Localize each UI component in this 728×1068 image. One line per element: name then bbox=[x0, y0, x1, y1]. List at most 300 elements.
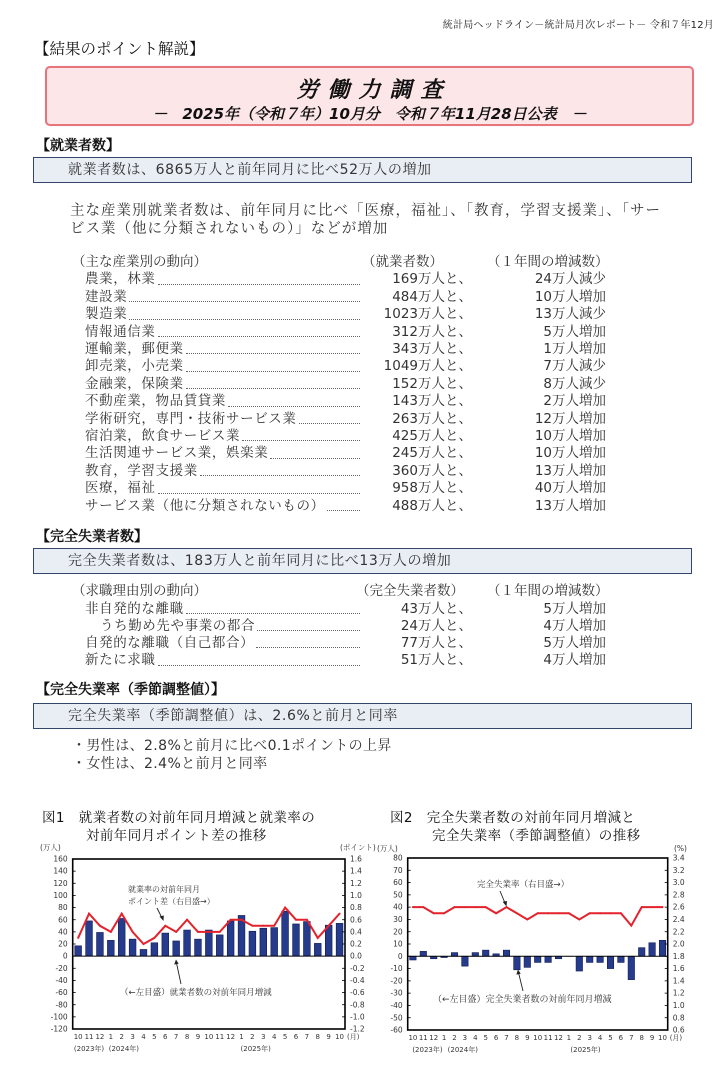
right-tick-label: 1.8 bbox=[672, 951, 685, 961]
right-tick-label: 2.6 bbox=[672, 902, 685, 912]
left-tick-label: 0 bbox=[62, 951, 68, 961]
line-point bbox=[433, 912, 435, 914]
line-point bbox=[589, 912, 591, 914]
bar bbox=[282, 911, 289, 956]
row-change: 40万人増加 bbox=[534, 480, 606, 497]
line-point bbox=[651, 906, 653, 908]
dot-leader bbox=[158, 493, 361, 494]
row-change: 5万人増加 bbox=[543, 323, 606, 340]
line-point bbox=[662, 906, 664, 908]
x-axis-unit: (月) bbox=[669, 1034, 683, 1042]
line-point bbox=[295, 919, 297, 921]
left-tick-label: 40 bbox=[393, 902, 403, 912]
chart2-title-line-2: 完全失業率（季節調整値）の推移 bbox=[432, 828, 641, 844]
right-axis-unit: (ポイント) bbox=[340, 843, 376, 852]
right-tick-label: 0.8 bbox=[350, 903, 362, 913]
row-count: 488万人と、 bbox=[392, 497, 472, 514]
x-tick-label: 4 bbox=[597, 1034, 603, 1042]
line-point bbox=[464, 906, 466, 908]
line-point bbox=[578, 918, 580, 920]
line-point bbox=[630, 925, 632, 927]
right-tick-label: 2.2 bbox=[672, 927, 685, 937]
left-tick-label: 80 bbox=[393, 853, 403, 863]
bar bbox=[173, 941, 180, 956]
line-point bbox=[153, 937, 155, 939]
line-point bbox=[558, 912, 560, 914]
x-tick-label: 6 bbox=[618, 1034, 624, 1042]
line-point bbox=[132, 931, 134, 933]
row-label: 学術研究，専門・技術サービス業 bbox=[85, 410, 297, 427]
left-tick-label: 20 bbox=[393, 927, 403, 937]
bar-annotation: （←左目盛）完全失業者数の対前年同月増減 bbox=[433, 995, 612, 1005]
row-change: 8万人減少 bbox=[543, 375, 606, 392]
bar bbox=[293, 924, 300, 956]
row-label: 医療，福祉 bbox=[85, 480, 156, 497]
line-point bbox=[547, 912, 549, 914]
line-point bbox=[99, 925, 101, 927]
x-tick-label: 5 bbox=[282, 1033, 288, 1041]
x-tick-label: 4 bbox=[271, 1033, 277, 1041]
x-tick-label: 2 bbox=[452, 1034, 457, 1042]
left-tick-label: -40 bbox=[55, 976, 68, 986]
line-annotation-line-2: ポイント差（右目盛→） bbox=[128, 897, 215, 906]
row-count: 43万人と、 bbox=[400, 600, 472, 617]
row-label: 製造業 bbox=[85, 306, 128, 323]
x-tick-label: 1 bbox=[108, 1033, 114, 1041]
bar bbox=[628, 956, 634, 979]
x-tick-label: 4 bbox=[473, 1034, 478, 1042]
right-tick-label: 1.2 bbox=[672, 988, 685, 998]
right-tick-label: 0.0 bbox=[350, 951, 362, 961]
employment-summary-box bbox=[33, 157, 692, 183]
bar bbox=[524, 956, 530, 967]
bar bbox=[534, 956, 540, 962]
row-label: 不動産業，物品賃貸業 bbox=[85, 393, 226, 410]
line-point bbox=[110, 931, 112, 933]
table-row bbox=[0, 498, 728, 515]
unemployment-rate-summary-box bbox=[33, 703, 692, 729]
row-label: 自発的な離職（自己都合） bbox=[85, 634, 255, 651]
year-label: (2024年) bbox=[108, 1045, 140, 1053]
row-label: うち勤め先や事業の都合 bbox=[100, 617, 256, 634]
line-point bbox=[219, 931, 221, 933]
left-axis-unit: (万人) bbox=[377, 844, 398, 853]
unemployment-rate-summary: 完全失業率（季節調整値）は、2.6%と前月と同率 bbox=[68, 708, 398, 724]
row-label: 非自発的な離職 bbox=[85, 600, 184, 617]
x-tick-label: 7 bbox=[629, 1034, 634, 1042]
line-point bbox=[317, 937, 319, 939]
dot-leader bbox=[270, 458, 360, 459]
report-header-line: 統計局ヘッドライン－統計局月次レポート－ 令和７年12月 bbox=[442, 20, 714, 31]
line-point bbox=[262, 925, 264, 927]
x-tick-label: 8 bbox=[639, 1034, 644, 1042]
left-tick-label: -20 bbox=[55, 963, 68, 973]
row-change: 12万人増加 bbox=[534, 410, 606, 427]
bar bbox=[216, 935, 223, 956]
x-tick-label: 1 bbox=[239, 1033, 244, 1041]
x-tick-label: 9 bbox=[649, 1034, 655, 1042]
x-tick-label: 8 bbox=[315, 1033, 321, 1041]
bar bbox=[503, 950, 509, 956]
row-change: 13万人増加 bbox=[534, 462, 606, 479]
left-tick-label: 40 bbox=[58, 927, 68, 937]
line-point bbox=[306, 919, 308, 921]
row-count: 360万人と、 bbox=[392, 462, 472, 479]
line-point bbox=[599, 912, 601, 914]
line-point bbox=[443, 912, 445, 914]
right-tick-label: -1.0 bbox=[350, 1012, 365, 1022]
dot-leader bbox=[186, 371, 360, 372]
x-tick-label: 7 bbox=[504, 1034, 509, 1042]
left-tick-label: -30 bbox=[390, 988, 403, 998]
row-label: 生活関連サービス業，娯楽業 bbox=[85, 445, 269, 462]
x-tick-label: 5 bbox=[152, 1033, 157, 1041]
x-axis-unit: (月) bbox=[347, 1033, 360, 1041]
bar bbox=[451, 953, 457, 957]
row-change: 5万人増加 bbox=[543, 600, 606, 617]
bar bbox=[638, 948, 644, 957]
left-tick-label: -50 bbox=[390, 1013, 403, 1023]
x-tick-label: 12 bbox=[554, 1034, 563, 1042]
bar bbox=[97, 932, 104, 956]
x-tick-label: 11 bbox=[215, 1033, 225, 1041]
dot-leader bbox=[158, 665, 361, 666]
line-point bbox=[328, 925, 330, 927]
dot-leader bbox=[158, 284, 361, 285]
row-change: 24万人減少 bbox=[534, 271, 606, 288]
line-point bbox=[230, 919, 232, 921]
line-point bbox=[485, 906, 487, 908]
bar bbox=[140, 949, 147, 956]
row-label: 運輸業，郵便業 bbox=[85, 340, 184, 357]
title-box bbox=[45, 66, 694, 126]
unemployment-summary: 完全失業者数は、183万人と前年同月に比べ13万人の増加 bbox=[68, 553, 452, 569]
dot-leader bbox=[200, 475, 360, 476]
line-point bbox=[175, 931, 177, 933]
bar bbox=[151, 943, 158, 956]
unemployment-summary-box bbox=[33, 548, 692, 574]
row-count: 263万人と、 bbox=[392, 410, 472, 427]
right-tick-label: 2.0 bbox=[672, 939, 685, 949]
x-tick-label: 9 bbox=[326, 1033, 331, 1041]
bullet-male: ・男性は、2.8%と前月に比べ0.1ポイントの上昇 bbox=[72, 738, 392, 754]
right-tick-label: 1.0 bbox=[672, 1001, 685, 1011]
x-tick-label: 2 bbox=[250, 1033, 255, 1041]
bar bbox=[336, 923, 343, 956]
dot-leader bbox=[129, 319, 360, 320]
left-tick-label: 60 bbox=[393, 878, 403, 888]
line-point bbox=[88, 913, 90, 915]
year-label: (2023年) bbox=[412, 1046, 443, 1054]
left-tick-label: 70 bbox=[393, 865, 403, 875]
row-label: サービス業（他に分類されないもの） bbox=[85, 497, 325, 514]
right-axis-unit: (%) bbox=[674, 844, 687, 853]
row-count: 24万人と、 bbox=[400, 617, 472, 634]
table-row bbox=[0, 652, 728, 669]
row-count: 1023万人と、 bbox=[383, 306, 472, 323]
x-tick-label: 6 bbox=[293, 1033, 299, 1041]
bar bbox=[75, 946, 82, 956]
right-tick-label: -0.8 bbox=[350, 1000, 365, 1010]
left-tick-label: 10 bbox=[393, 939, 403, 949]
right-tick-label: 0.4 bbox=[350, 927, 362, 937]
table-row bbox=[0, 393, 728, 410]
right-tick-label: 1.6 bbox=[350, 854, 362, 864]
right-tick-label: 1.2 bbox=[350, 878, 362, 888]
dot-leader bbox=[327, 510, 360, 511]
x-tick-label: 9 bbox=[195, 1033, 201, 1041]
page-title: 労働力調査 bbox=[296, 78, 452, 103]
line-annotation-line-1: 就業率の対前年同月 bbox=[128, 885, 200, 894]
row-label: 金融業，保険業 bbox=[85, 375, 184, 392]
right-tick-label: 1.4 bbox=[672, 976, 685, 986]
x-tick-label: 5 bbox=[483, 1034, 488, 1042]
line-point bbox=[339, 913, 341, 915]
row-count: 343万人と、 bbox=[392, 341, 472, 357]
bar bbox=[129, 939, 136, 956]
dot-leader bbox=[256, 647, 360, 648]
row-change: 4万人増加 bbox=[543, 652, 606, 669]
x-tick-label: 8 bbox=[514, 1034, 520, 1042]
left-tick-label: -40 bbox=[390, 1001, 403, 1011]
table-header: （１年間の増減数） bbox=[487, 254, 609, 270]
right-tick-label: 2.8 bbox=[672, 890, 685, 900]
line-point bbox=[620, 912, 622, 914]
chart1-plot-layer bbox=[51, 855, 365, 1053]
x-tick-label: 3 bbox=[462, 1034, 468, 1042]
x-tick-label: 12 bbox=[226, 1033, 236, 1041]
row-count: 169万人と、 bbox=[392, 271, 472, 288]
line-point bbox=[422, 906, 424, 908]
table-row bbox=[0, 289, 728, 306]
table-row bbox=[0, 376, 728, 393]
x-tick-label: 10 bbox=[658, 1034, 667, 1042]
bar bbox=[420, 951, 426, 956]
row-change: 7万人減少 bbox=[543, 358, 606, 375]
line-point bbox=[516, 912, 518, 914]
bar bbox=[271, 928, 278, 957]
row-count: 484万人と、 bbox=[392, 288, 472, 305]
line-point bbox=[208, 931, 210, 933]
x-tick-label: 2 bbox=[119, 1033, 124, 1041]
left-tick-label: 160 bbox=[53, 854, 68, 864]
table-header-row bbox=[0, 583, 728, 600]
dot-leader bbox=[242, 440, 360, 441]
x-tick-label: 3 bbox=[587, 1034, 592, 1042]
row-count: 143万人と、 bbox=[392, 393, 472, 410]
x-tick-label: 10 bbox=[73, 1033, 83, 1041]
left-axis-unit: (万人) bbox=[40, 843, 61, 852]
x-tick-label: 3 bbox=[261, 1033, 266, 1041]
right-tick-label: 3.4 bbox=[672, 853, 685, 863]
table-header: （完全失業者数） bbox=[356, 583, 464, 600]
x-tick-label: 10 bbox=[335, 1033, 345, 1041]
dot-leader bbox=[228, 406, 360, 407]
row-count: 425万人と、 bbox=[392, 428, 472, 444]
line-point bbox=[186, 919, 188, 921]
bar bbox=[472, 953, 478, 957]
bar bbox=[205, 930, 212, 956]
x-tick-label: 3 bbox=[130, 1033, 135, 1041]
row-label: 教育，学習支援業 bbox=[85, 462, 198, 479]
x-tick-label: 1 bbox=[441, 1034, 447, 1042]
table-row bbox=[0, 463, 728, 480]
employment-description-line-2: ビス業（他に分類されないもの）」などが増加 bbox=[70, 221, 389, 237]
right-tick-label: 0.6 bbox=[350, 915, 362, 925]
line-point bbox=[164, 925, 166, 927]
bar bbox=[649, 943, 655, 957]
table-header: （１年間の増減数） bbox=[487, 583, 609, 600]
x-tick-label: 1 bbox=[566, 1034, 572, 1042]
row-change: 2万人増加 bbox=[543, 393, 606, 410]
left-tick-label: -60 bbox=[55, 988, 68, 998]
year-label: (2025年) bbox=[240, 1045, 271, 1053]
table-row bbox=[0, 271, 728, 288]
right-tick-label: -1.2 bbox=[350, 1024, 365, 1034]
right-tick-label: 3.0 bbox=[672, 878, 685, 888]
bar bbox=[597, 956, 603, 962]
table-row bbox=[0, 358, 728, 375]
row-count: 312万人と、 bbox=[392, 323, 472, 340]
table-row bbox=[0, 618, 728, 635]
line-point bbox=[251, 925, 253, 927]
bar bbox=[195, 939, 202, 956]
x-tick-label: 5 bbox=[608, 1034, 613, 1042]
line-point bbox=[526, 918, 528, 920]
x-tick-label: 7 bbox=[304, 1033, 310, 1041]
line-point bbox=[641, 906, 643, 908]
row-change: 10万人増加 bbox=[534, 288, 606, 305]
bar bbox=[86, 921, 93, 956]
right-tick-label: 3.2 bbox=[672, 865, 685, 875]
row-count: 958万人と、 bbox=[392, 480, 472, 497]
right-tick-label: 2.4 bbox=[672, 915, 685, 925]
bullet-female: ・女性は、2.4%と前月と同率 bbox=[72, 756, 268, 772]
line-annotation-arrow bbox=[500, 891, 507, 907]
row-change: 13万人減少 bbox=[534, 306, 606, 323]
right-tick-label: 0.6 bbox=[672, 1025, 685, 1035]
bar bbox=[659, 940, 665, 956]
line-point bbox=[412, 906, 414, 908]
table-header: （主な産業別の動向） bbox=[72, 254, 207, 270]
row-label: 新たに求職 bbox=[85, 652, 156, 669]
x-tick-label: 7 bbox=[173, 1033, 179, 1041]
x-tick-label: 2 bbox=[577, 1034, 582, 1042]
bar bbox=[545, 956, 551, 962]
row-count: 1049万人と、 bbox=[383, 358, 472, 375]
unemployment-rate-heading: 【完全失業率（季節調整値）】 bbox=[36, 682, 225, 698]
right-tick-label: 0.2 bbox=[350, 939, 362, 949]
right-tick-label: 1.0 bbox=[350, 891, 362, 901]
right-tick-label: 0.8 bbox=[672, 1013, 685, 1023]
bar bbox=[162, 933, 169, 956]
left-tick-label: 140 bbox=[53, 866, 68, 876]
row-label: 宿泊業，飲食サービス業 bbox=[85, 427, 241, 444]
table-header-row bbox=[0, 254, 728, 271]
unemployment-change-chart bbox=[372, 838, 724, 1063]
row-change: 10万人増加 bbox=[534, 428, 606, 444]
line-point bbox=[537, 912, 539, 914]
row-count: 77万人と、 bbox=[400, 634, 472, 651]
x-tick-label: 9 bbox=[525, 1034, 530, 1042]
bar bbox=[607, 956, 613, 968]
bar bbox=[184, 930, 191, 956]
row-label: 卸売業，小売業 bbox=[85, 358, 184, 375]
line-point bbox=[143, 943, 145, 945]
line-point bbox=[568, 912, 570, 914]
employment-description-line-1: 主な産業別就業者数は、前年同月に比べ「医療，福祉」、「教育，学習支援業」、「サー bbox=[70, 203, 661, 219]
table-row bbox=[0, 601, 728, 618]
row-change: 5万人増加 bbox=[543, 634, 606, 651]
row-change: 10万人増加 bbox=[534, 445, 606, 462]
x-tick-label: 10 bbox=[408, 1034, 418, 1042]
left-tick-label: 0 bbox=[397, 951, 403, 961]
year-label: (2025年) bbox=[570, 1046, 601, 1054]
row-change: 4万人増加 bbox=[543, 617, 606, 634]
x-tick-label: 8 bbox=[184, 1033, 190, 1041]
bar bbox=[227, 921, 234, 956]
bar bbox=[586, 956, 592, 962]
x-tick-label: 12 bbox=[429, 1034, 439, 1042]
bar bbox=[462, 956, 468, 966]
table-row bbox=[0, 445, 728, 462]
bar bbox=[410, 956, 416, 960]
row-count: 245万人と、 bbox=[392, 445, 472, 462]
x-tick-label: 10 bbox=[204, 1033, 214, 1041]
row-label: 建設業 bbox=[85, 288, 128, 305]
line-point bbox=[474, 906, 476, 908]
line-point bbox=[121, 913, 123, 915]
table-row bbox=[0, 480, 728, 497]
employment-change-chart bbox=[28, 838, 376, 1063]
line-point bbox=[197, 931, 199, 933]
row-label: 農業，林業 bbox=[85, 271, 156, 288]
left-tick-label: -10 bbox=[390, 964, 403, 974]
table-row bbox=[0, 324, 728, 341]
bar bbox=[314, 943, 321, 956]
bar bbox=[260, 928, 267, 956]
left-tick-label: 100 bbox=[53, 891, 68, 901]
table-header: （就業者数） bbox=[362, 254, 443, 270]
dot-leader bbox=[158, 336, 361, 337]
table-row bbox=[0, 411, 728, 428]
line-point bbox=[241, 919, 243, 921]
left-tick-label: 80 bbox=[58, 903, 68, 913]
dot-leader bbox=[299, 423, 361, 424]
bar bbox=[618, 956, 624, 962]
table-row bbox=[0, 341, 728, 358]
employment-summary: 就業者数は、6865万人と前年同月に比べ52万人の増加 bbox=[68, 162, 432, 178]
table-row bbox=[0, 428, 728, 445]
left-tick-label: 60 bbox=[58, 915, 68, 925]
left-tick-label: -80 bbox=[55, 1000, 68, 1010]
left-tick-label: -120 bbox=[50, 1024, 68, 1034]
unemployment-heading: 【完全失業者数】 bbox=[36, 529, 148, 545]
line-series bbox=[413, 907, 663, 925]
row-change: 13万人増加 bbox=[534, 497, 606, 514]
row-label: 情報通信業 bbox=[85, 323, 156, 340]
bar bbox=[304, 922, 311, 957]
chart2-title-line-1: 図2 完全失業者数の対前年同月増減と bbox=[390, 810, 636, 826]
left-tick-label: -60 bbox=[390, 1025, 403, 1035]
year-label: (2024年) bbox=[447, 1046, 478, 1054]
right-tick-label: 1.4 bbox=[350, 866, 362, 876]
row-change: 1万人増加 bbox=[543, 341, 606, 357]
bar-annotation-arrow bbox=[174, 960, 181, 985]
right-tick-label: -0.6 bbox=[350, 988, 365, 998]
bar bbox=[576, 956, 582, 971]
line-annotation: 完全失業率（右目盛→） bbox=[477, 880, 570, 890]
